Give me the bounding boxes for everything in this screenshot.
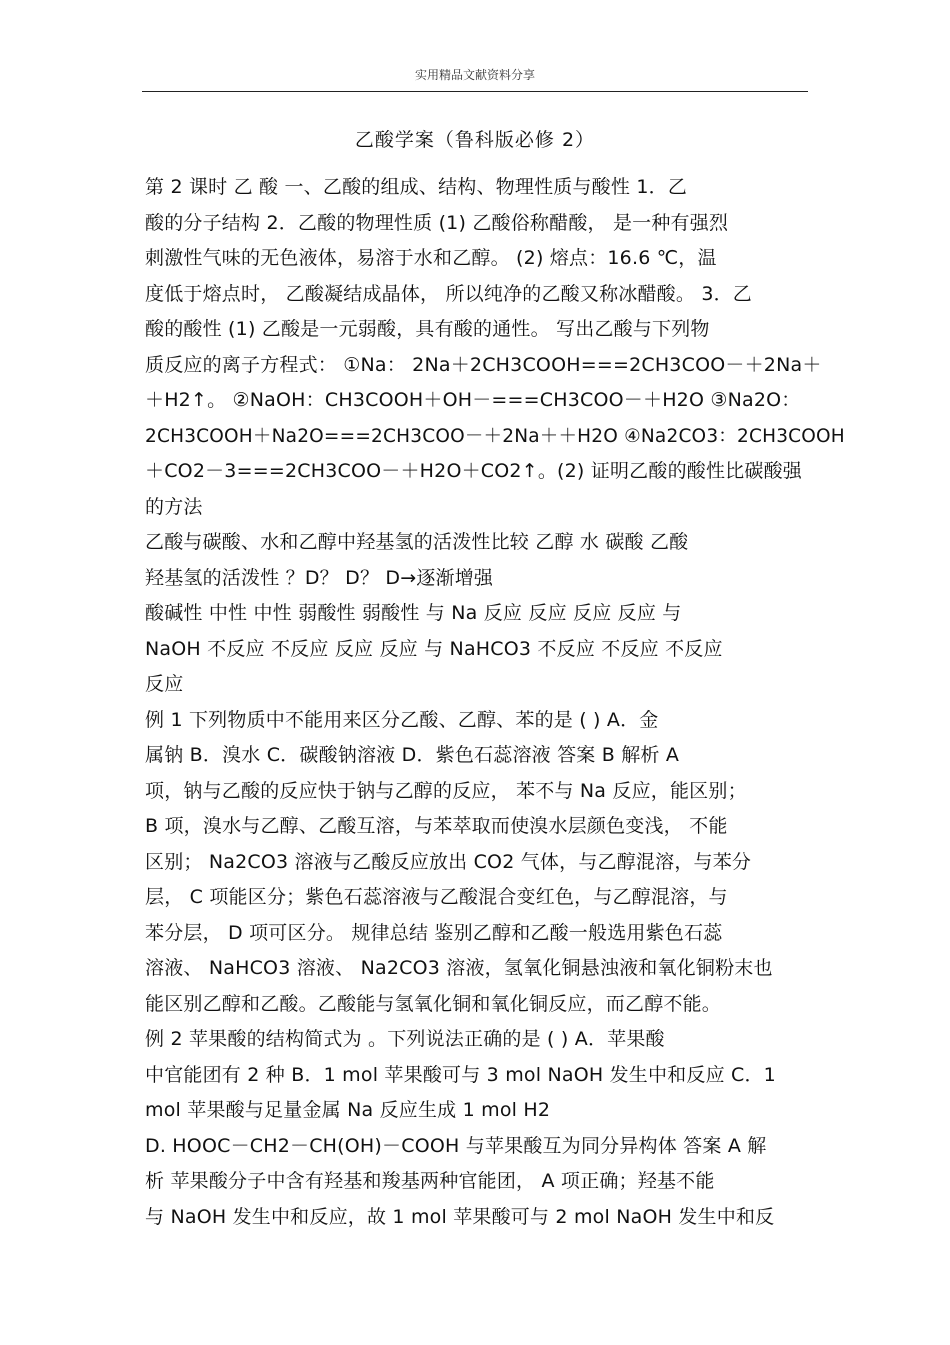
text-line: B 项，溴水与乙醇、乙酸互溶，与苯萃取而使溴水层颜色变浅， 不能 — [145, 815, 728, 837]
text-line: 苯分层， D 项可区分。 规律总结 鉴别乙醇和乙酸一般选用紫色石蕊 — [145, 921, 723, 944]
text-line: 乙酸与碳酸、水和乙醇中羟基氢的活泼性比较 乙醇 水 碳酸 乙酸 — [145, 531, 689, 553]
text-line: ＋H2↑。 ②NaOH：CH3COOH＋OH－===CH3COO－＋H2O ③Na2O： — [145, 389, 801, 411]
text-line: 层， C 项能区分；紫色石蕊溶液与乙酸混合变红色，与乙醇混溶，与 — [145, 886, 728, 908]
text-line: mol 苹果酸与足量金属 Na 反应生成 1 mol H2 — [145, 1099, 551, 1121]
text-line: ＋CO2－3===2CH3COO－＋H2O＋CO2↑。(2) 证明乙酸的酸性比碳酸强 — [145, 460, 802, 482]
text-line: 项，钠与乙酸的反应快于钠与乙醇的反应， 苯不与 Na 反应，能区别； — [145, 779, 747, 802]
text-line: 例 2 苹果酸的结构简式为 。下列说法正确的是 ( ) A．苹果酸 — [145, 1028, 665, 1050]
document-body — [145, 170, 845, 1235]
text-line: 质反应的离子方程式： ①Na： 2Na＋2CH3COOH===2CH3COO－＋2Na＋ — [145, 353, 822, 376]
text-line: 溶液、 NaHCO3 溶液、 Na2CO3 溶液，氢氧化铜悬浊液和氧化铜粉末也 — [145, 957, 773, 979]
document-title: 乙酸学案（鲁科版必修 2） — [354, 129, 596, 151]
header-divider — [142, 91, 808, 92]
text-line: 酸的分子结构 2．乙酸的物理性质 (1) 乙酸俗称醋酸， 是一种有强烈 — [145, 211, 729, 234]
text-line: 析 苹果酸分子中含有羟基和羧基两种官能团， A 项正确；羟基不能 — [145, 1170, 715, 1192]
text-line: 属钠 B．溴水 C．碳酸钠溶液 D．紫色石蕊溶液 答案 B 解析 A — [145, 744, 680, 766]
text-line: 中官能团有 2 种 B．1 mol 苹果酸可与 3 mol NaOH 发生中和反应 C．1 — [145, 1063, 776, 1086]
text-line: 2CH3COOH＋Na2O===2CH3COO－＋2Na＋＋H2O ④Na2CO3：2CH3COOH — [145, 425, 845, 447]
text-line: 第 2 课时 乙 酸 一、乙酸的组成、结构、物理性质与酸性 1．乙 — [145, 176, 688, 198]
text-line: 酸碱性 中性 中性 弱酸性 弱酸性 与 Na 反应 反应 反应 反应 与 — [145, 602, 682, 624]
text-line: 与 NaOH 发生中和反应，故 1 mol 苹果酸可与 2 mol NaOH 发生中和反 — [145, 1205, 775, 1228]
text-line: 区别； Na2CO3 溶液与乙酸反应放出 CO2 气体，与乙醇混溶，与苯分 — [145, 850, 752, 873]
text-line: NaOH 不反应 不反应 反应 反应 与 NaHCO3 不反应 不反应 不反应 — [145, 637, 723, 660]
text-line: 刺激性气味的无色液体，易溶于水和乙醇。 (2) 熔点：16.6 ℃，温 — [145, 247, 717, 269]
text-line: 度低于熔点时， 乙酸凝结成晶体， 所以纯净的乙酸又称冰醋酸。 3．乙 — [145, 282, 753, 305]
text-line: 的方法 — [145, 495, 203, 518]
text-line: 例 1 下列物质中不能用来区分乙酸、乙醇、苯的是 ( ) A．金 — [145, 708, 659, 731]
text-line: 反应 — [145, 673, 184, 695]
page-header: 实用精品文献资料分享 — [414, 68, 535, 82]
text-line: D. HOOC－CH2－CH(OH)－COOH 与苹果酸互为同分异构体 答案 A 解 — [145, 1134, 767, 1157]
text-line: 羟基氢的活泼性 ？D？ D？ D→逐渐增强 — [145, 566, 494, 589]
text-line: 能区别乙醇和乙酸。乙酸能与氢氧化铜和氧化铜反应，而乙醇不能。 — [145, 992, 722, 1015]
text-line: 酸的酸性 (1) 乙酸是一元弱酸，具有酸的通性。 写出乙酸与下列物 — [145, 318, 710, 340]
